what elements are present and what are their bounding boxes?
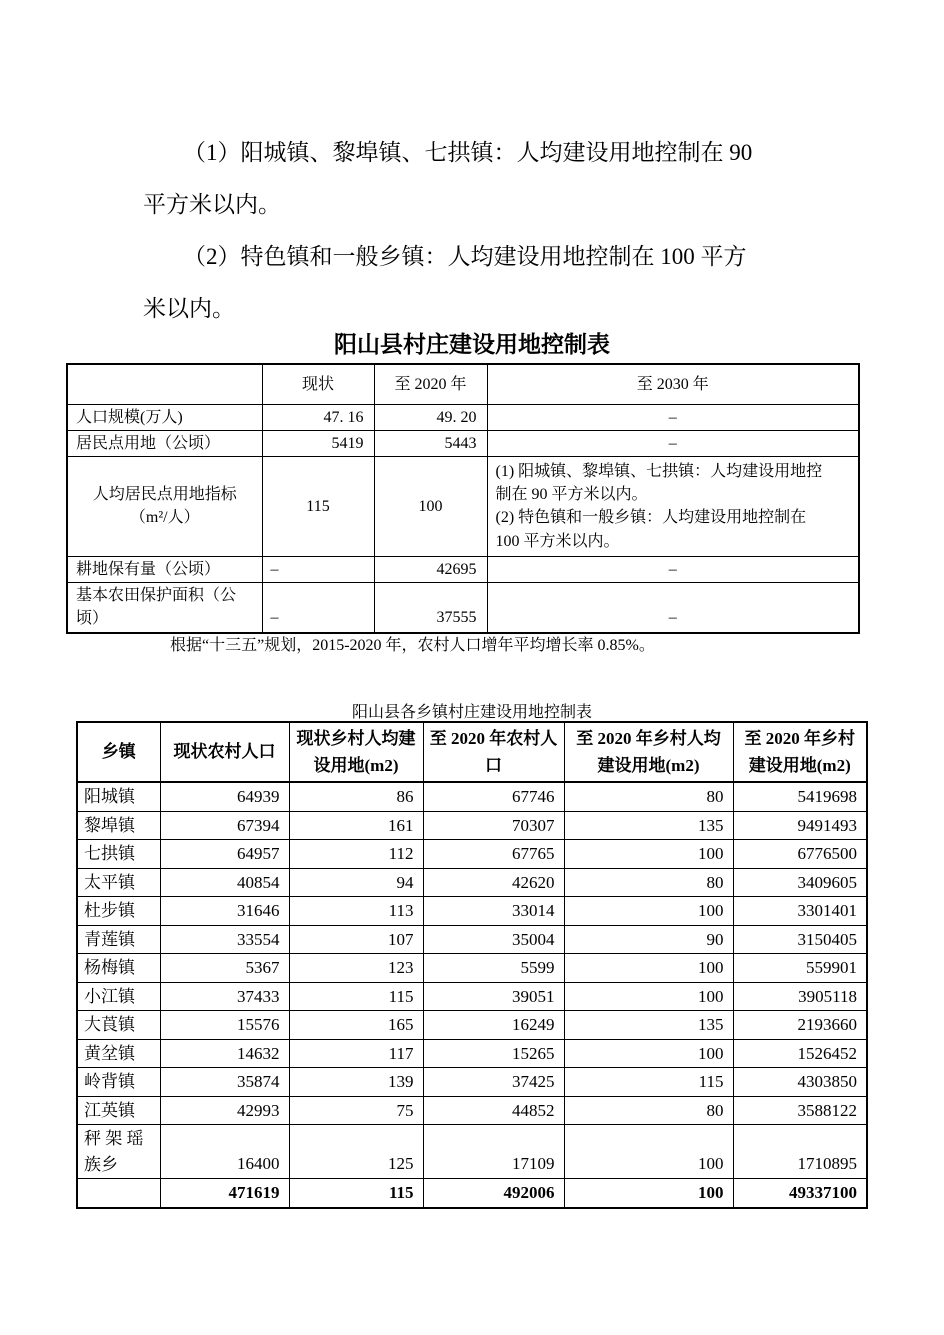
town-name-cell: 太平镇: [77, 868, 160, 897]
total-row: [77, 1179, 867, 1208]
row-label-cell: 居民点用地（公顷）: [67, 430, 262, 456]
value-cell: 100: [564, 1039, 733, 1068]
value-cell: 33014: [423, 897, 564, 926]
header-cell-town: 乡镇: [77, 722, 160, 782]
value-cell: 37425: [423, 1068, 564, 1097]
value-cell: 67394: [160, 811, 289, 840]
header-cell-current-percapita: 现状乡村人均建设用地(m2): [289, 722, 423, 782]
value-cell: 94: [289, 868, 423, 897]
value-cell: 5443: [374, 430, 487, 456]
table1-header-row: [67, 364, 859, 404]
value-cell: 115: [564, 1068, 733, 1097]
table2-body: [77, 782, 867, 1179]
value-cell: 107: [289, 925, 423, 954]
town-name-cell: 阳城镇: [77, 782, 160, 811]
town-name-cell: 七拱镇: [77, 840, 160, 869]
town-name-cell: 秤 架 瑶族乡: [77, 1125, 160, 1179]
value-cell: –: [487, 404, 859, 430]
value-cell: 86: [289, 782, 423, 811]
table-row: [77, 1039, 867, 1068]
town-name-cell: 杜步镇: [77, 897, 160, 926]
value-cell: 139: [289, 1068, 423, 1097]
value-cell: 37433: [160, 982, 289, 1011]
header-cell-current-pop: 现状农村人口: [160, 722, 289, 782]
value-cell: 100: [564, 954, 733, 983]
value-cell: 5419698: [733, 782, 867, 811]
value-cell: 15265: [423, 1039, 564, 1068]
value-cell: 3409605: [733, 868, 867, 897]
table1-container: [66, 363, 860, 634]
value-cell: 100: [564, 982, 733, 1011]
value-cell: 5599: [423, 954, 564, 983]
total-value-cell: 115: [289, 1179, 423, 1208]
value-cell: 123: [289, 954, 423, 983]
paragraph-line: 米以内。: [143, 296, 235, 321]
value-cell: 15576: [160, 1011, 289, 1040]
header-cell-2030: 至 2030 年: [487, 364, 859, 404]
value-cell: 117: [289, 1039, 423, 1068]
rule-line: (1) 阳城镇、黎埠镇、七拱镇：人均建设用地控: [495, 463, 823, 480]
value-cell: 16400: [160, 1125, 289, 1179]
value-cell: –: [262, 556, 374, 582]
value-cell: 42695: [374, 556, 487, 582]
value-cell: 9491493: [733, 811, 867, 840]
rule-line: 制在 90 平方米以内。: [495, 486, 648, 504]
value-cell: 67765: [423, 840, 564, 869]
value-cell: 135: [564, 811, 733, 840]
table-row: [77, 811, 867, 840]
header-cell-2020: 至 2020 年: [374, 364, 487, 404]
town-name-cell: 小江镇: [77, 982, 160, 1011]
rule-line: 100 平方米以内。: [495, 532, 620, 550]
value-cell: 100: [564, 1125, 733, 1179]
value-cell: 80: [564, 782, 733, 811]
value-cell: 14632: [160, 1039, 289, 1068]
row-label-cell: 耕地保有量（公顷）: [67, 556, 262, 582]
table-row: [77, 925, 867, 954]
value-cell: 559901: [733, 954, 867, 983]
table2-header-row: [77, 722, 867, 782]
value-cell: 35004: [423, 925, 564, 954]
value-cell: –: [262, 583, 374, 633]
town-name-cell: 大莨镇: [77, 1011, 160, 1040]
table2: [76, 721, 868, 1209]
value-cell: 42993: [160, 1096, 289, 1125]
value-cell: 5367: [160, 954, 289, 983]
town-name-cell: 岭背镇: [77, 1068, 160, 1097]
table2-header: [77, 722, 867, 782]
value-cell: –: [487, 430, 859, 456]
value-cell: 64957: [160, 840, 289, 869]
value-cell: 49. 20: [374, 404, 487, 430]
total-value-cell: 100: [564, 1179, 733, 1208]
value-cell: 90: [564, 925, 733, 954]
value-cell: 112: [289, 840, 423, 869]
value-cell: 67746: [423, 782, 564, 811]
value-cell: 3150405: [733, 925, 867, 954]
value-cell: 1526452: [733, 1039, 867, 1068]
table-row: [67, 583, 859, 633]
table-row: [67, 404, 859, 430]
town-name-cell: 江英镇: [77, 1096, 160, 1125]
table-row: [67, 556, 859, 582]
value-cell: 31646: [160, 897, 289, 926]
table2-container: [76, 721, 868, 1209]
value-cell: 40854: [160, 868, 289, 897]
town-name-cell: 黄坌镇: [77, 1039, 160, 1068]
town-name-cell: 黎埠镇: [77, 811, 160, 840]
value-cell: 113: [289, 897, 423, 926]
value-cell: 16249: [423, 1011, 564, 1040]
total-value-cell: 492006: [423, 1179, 564, 1208]
value-cell: 80: [564, 868, 733, 897]
value-cell: 100: [564, 897, 733, 926]
value-cell: 3301401: [733, 897, 867, 926]
value-cell: 64939: [160, 782, 289, 811]
total-value-cell: 471619: [160, 1179, 289, 1208]
value-cell: 37555: [374, 583, 487, 633]
header-cell-2020-land: 至 2020 年乡村建设用地(m2): [733, 722, 867, 782]
value-cell: 125: [289, 1125, 423, 1179]
table-row: [67, 430, 859, 456]
paragraph-line: （2）特色镇和一般乡镇：人均建设用地控制在 100 平方: [183, 244, 747, 269]
table-row: [77, 982, 867, 1011]
value-cell: 161: [289, 811, 423, 840]
value-cell: 35874: [160, 1068, 289, 1097]
value-cell: 5419: [262, 430, 374, 456]
table2-footer: [77, 1179, 867, 1208]
body-paragraphs: [143, 127, 823, 335]
table2-title: 阳山县各乡镇村庄建设用地控制表: [351, 704, 592, 721]
total-label-cell: [77, 1179, 160, 1208]
value-cell: 100: [374, 456, 487, 556]
value-cell: 6776500: [733, 840, 867, 869]
table-row: [77, 1096, 867, 1125]
value-cell: 33554: [160, 925, 289, 954]
total-value-cell: 49337100: [733, 1179, 867, 1208]
value-cell: 100: [564, 840, 733, 869]
table1: [66, 363, 860, 634]
value-cell: 47. 16: [262, 404, 374, 430]
town-name-cell: 杨梅镇: [77, 954, 160, 983]
paragraph-line: （1）阳城镇、黎埠镇、七拱镇：人均建设用地控制在 90: [183, 140, 753, 165]
table1-footnote: 根据“十三五”规划，2015-2020 年，农村人口增年平均增长率 0.85%。: [170, 637, 655, 654]
value-cell: 44852: [423, 1096, 564, 1125]
value-cell: 80: [564, 1096, 733, 1125]
value-cell: 2193660: [733, 1011, 867, 1040]
paragraph-line: 平方米以内。: [143, 192, 281, 217]
value-cell: 75: [289, 1096, 423, 1125]
row-label-cell: 基本农田保护面积（公顷）: [67, 583, 262, 633]
header-cell-current: 现状: [262, 364, 374, 404]
value-cell: 115: [262, 456, 374, 556]
table-row: [77, 1125, 867, 1179]
table-row: [77, 782, 867, 811]
row-label-line: 人均居民点用地指标: [92, 486, 237, 504]
table1-title: 阳山县村庄建设用地控制表: [334, 332, 610, 357]
row-label-cell: 人口规模(万人): [67, 404, 262, 430]
value-cell: 135: [564, 1011, 733, 1040]
row-label-cell: [67, 456, 262, 556]
table-row: [77, 1068, 867, 1097]
value-cell: 70307: [423, 811, 564, 840]
table-row: [67, 456, 859, 556]
control-rules-cell: [487, 456, 859, 556]
value-cell: 3588122: [733, 1096, 867, 1125]
value-cell: 115: [289, 982, 423, 1011]
value-cell: 1710895: [733, 1125, 867, 1179]
value-cell: 165: [289, 1011, 423, 1040]
value-cell: 39051: [423, 982, 564, 1011]
row-label-unit: （m²/人）: [129, 509, 200, 527]
table-row: [77, 868, 867, 897]
town-name-cell: 青莲镇: [77, 925, 160, 954]
header-cell-2020-percapita: 至 2020 年乡村人均建设用地(m2): [564, 722, 733, 782]
table-row: [77, 840, 867, 869]
value-cell: 42620: [423, 868, 564, 897]
value-cell: 3905118: [733, 982, 867, 1011]
table-row: [77, 954, 867, 983]
value-cell: –: [487, 583, 859, 633]
header-cell-blank: [67, 364, 262, 404]
value-cell: 17109: [423, 1125, 564, 1179]
value-cell: –: [487, 556, 859, 582]
table-row: [77, 897, 867, 926]
rule-line: (2) 特色镇和一般乡镇：人均建设用地控制在: [495, 509, 807, 527]
value-cell: 4303850: [733, 1068, 867, 1097]
table-row: [77, 1011, 867, 1040]
header-cell-2020-pop: 至 2020 年农村人口: [423, 722, 564, 782]
